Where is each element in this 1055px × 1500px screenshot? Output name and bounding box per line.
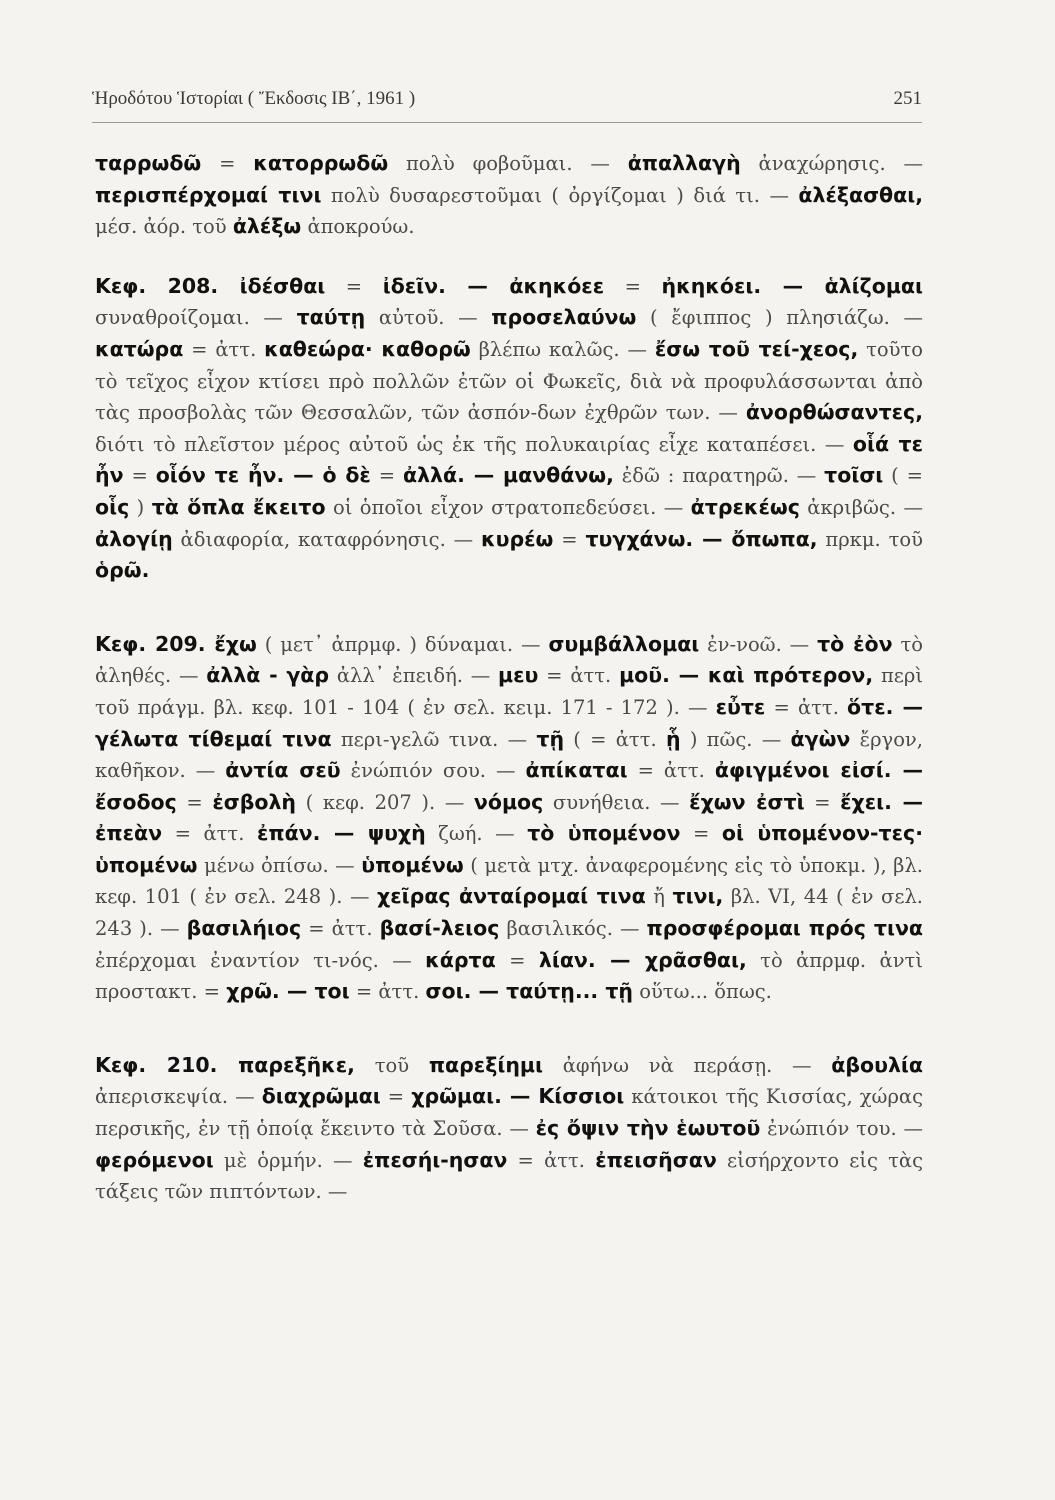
gloss-text: αὐτοῦ. —	[365, 306, 492, 330]
gloss-text: ἐδῶ : παρατηρῶ. —	[613, 464, 825, 488]
headword: ἐπεισῆσαν	[595, 1147, 717, 1172]
gloss-text: ἀφήνω νὰ περάσῃ. —	[542, 1053, 832, 1077]
headword: ἀλλὰ - γὰρ	[206, 663, 330, 688]
gloss-text: πρκμ. τοῦ	[817, 527, 923, 551]
gloss-text: =	[680, 822, 722, 846]
gloss-text: =	[804, 790, 841, 814]
headword: λίαν. — χρᾶσθαι,	[538, 947, 747, 972]
headword: παρεξίημι	[428, 1052, 543, 1077]
gloss-text: τοῦτο τὸ τεῖχος εἶχον κτίσει πρὸ πολλῶν ἐτῶν οἱ Φωκεῖς, διὰ νὰ προφυλάσσωνται ἀπὸ τὰς προσβολὰς τῶν Θεσσαλῶν, τῶν ἀσπόν-δων ἐχθρῶν των. —	[95, 337, 924, 425]
gloss-text: περὶ τοῦ πράγμ. βλ. κεφ. 101 - 104 ( ἐν σελ. κειμ. 171 - 172 ). —	[95, 664, 923, 719]
gloss-text: =	[325, 274, 383, 298]
headword: φερόμενοι	[95, 1147, 214, 1172]
gloss-text: ἐνώπιόν σου. —	[340, 759, 526, 783]
headword: Κεφ. 208. ἰδέσθαι	[95, 273, 326, 298]
headword: οἷά τε ἦν	[95, 431, 923, 488]
gloss-text: =	[380, 1085, 412, 1109]
headword: χεῖρας ἀνταίρομαί τινα	[377, 884, 646, 909]
gloss-text: ἔργον, καθῆκον. —	[95, 727, 923, 783]
headword: τινι,	[672, 884, 724, 909]
headword: ἐσβολὴ	[212, 789, 297, 814]
headword: Κεφ. 210. παρεξῆκε,	[95, 1052, 355, 1077]
headword: ἐς ὄψιν τὴν ἑωυτοῦ	[535, 1116, 761, 1141]
gloss-text: βλέπω καλῶς. —	[470, 337, 655, 361]
headword: ἐπάν. — ψυχὴ	[256, 821, 426, 846]
headword: ὁρῶ.	[95, 558, 150, 583]
headword: ἀλέξασθαι,	[798, 182, 923, 207]
headword: ἠκηκόει. — ἁλίζομαι	[661, 273, 923, 298]
gloss-text: ἀκριβῶς. —	[799, 495, 923, 519]
headword: κάρτα	[425, 947, 496, 972]
headword: περισπέρχομαί τινι	[95, 182, 322, 207]
gloss-text: οὕτω... ὅπως.	[633, 980, 772, 1004]
gloss-text: = ἀττ.	[162, 822, 257, 846]
gloss-text: κάτοικοι τῆς Κισσίας, χώρας περσικῆς, ἐν τῇ ὁποίᾳ ἔκειντο τὰ Σοῦσα. —	[95, 1085, 923, 1141]
gloss-text: ( κεφ. 207 ). —	[296, 790, 474, 814]
gloss-text: = ἀττ.	[765, 695, 848, 719]
headword: προσελαύνω	[491, 305, 637, 330]
gloss-text: τὸ ἀληθές. —	[95, 632, 923, 688]
headword: σοι. — ταύτῃ... τῇ	[425, 979, 633, 1004]
gloss-text: = ἀττ.	[538, 664, 620, 688]
gloss-text: ( ἔφιππος ) πλησιάζω. —	[636, 306, 923, 330]
glossary-paragraph	[95, 271, 923, 587]
gloss-text: =	[201, 152, 254, 175]
running-title: Ἡροδότου Ἱστορίαι ( Ἔκδοσις ΙΒ΄, 1961 )	[92, 88, 416, 109]
headword: ἀφιγμένοι εἰσί. — ἔσοδος	[95, 758, 923, 814]
headword: ἔχων ἐστὶ	[689, 789, 805, 814]
gloss-text: τὸ ἀπρμφ. ἀντὶ προστακτ. =	[95, 948, 923, 1004]
headword: ἔχει. — ἐπεὰν	[95, 789, 923, 846]
headword: ἰδεῖν. — ἀκηκόεε	[382, 273, 605, 298]
headword: συμβάλλομαι	[548, 631, 700, 656]
headword: τὸ ὑπομένον	[527, 821, 681, 846]
headword: ἀβουλία	[831, 1052, 923, 1077]
gloss-text: συναθροίζομαι. —	[95, 306, 297, 330]
gloss-text: ( = ἀττ.	[564, 727, 666, 751]
gloss-text: =	[553, 527, 586, 551]
gloss-text: ἐν-νοῶ. —	[699, 632, 818, 656]
gloss-text: ἀποκρούω.	[301, 215, 415, 239]
headword: Κεφ. 209. ἔχω	[95, 631, 257, 656]
headword: προσφέρομαι πρός τινα	[646, 916, 923, 941]
gloss-text: =	[176, 790, 213, 814]
gloss-text: =	[604, 274, 662, 298]
glossary-paragraph	[95, 1050, 923, 1208]
gloss-text: )	[129, 495, 152, 519]
headword: ἐπεσήι-ησαν	[362, 1147, 508, 1172]
headword: εὖτε	[715, 694, 766, 719]
headword: ἀντία σεῦ	[225, 758, 341, 783]
gloss-text: ἀναχώρησις. —	[740, 152, 923, 175]
headword: ἀγὼν	[790, 726, 851, 751]
gloss-text: ἀλλ᾽ ἐπειδή. —	[329, 664, 499, 688]
glossary-paragraph	[95, 629, 923, 1008]
headword: ᾗ	[665, 726, 681, 751]
gloss-text: ἐπέρχομαι ἐναντίον τι-νός. —	[95, 948, 426, 972]
headword: κατώρα	[95, 336, 184, 361]
headword: ἀλέξω	[232, 214, 302, 239]
headword: κατορρωδῶ	[253, 151, 389, 175]
headword: ὑπομένω	[361, 852, 464, 877]
glossary-paragraph	[95, 148, 923, 243]
glossary-body	[95, 148, 923, 1208]
headword: οἷόν τε ἦν. — ὁ δὲ	[155, 463, 371, 488]
gloss-text: =	[495, 948, 539, 972]
headword: βασιλήιος	[186, 916, 302, 941]
gloss-text: τοῦ	[354, 1053, 429, 1077]
running-header	[92, 88, 922, 123]
headword: ἀνορθώσαντες,	[745, 400, 923, 425]
gloss-text: ἐνώπιόν του. —	[760, 1117, 923, 1141]
gloss-text: πολὺ δυσαρεστοῦμαι ( ὀργίζομαι ) διά τι. —	[321, 183, 799, 207]
headword: ὅτε. — γέλωτα τίθεμαί τινα	[95, 694, 923, 751]
gloss-text: =	[370, 464, 403, 488]
headword: μοῦ. — καὶ πρότερον,	[619, 663, 874, 688]
headword: τὰ ὅπλα ἔκειτο	[151, 494, 326, 519]
headword: ἀπίκαται	[525, 758, 628, 783]
headword: μευ	[498, 663, 539, 688]
headword: ἀλογίῃ	[95, 526, 173, 551]
headword: ἀτρεκέως	[690, 494, 800, 519]
gloss-text: βλ. VI, 44 ( ἐν σελ. 243 ). —	[95, 885, 923, 941]
gloss-text: πολὺ φοβοῦμαι. —	[388, 152, 628, 175]
gloss-text: μένω ὀπίσω. —	[197, 853, 362, 877]
gloss-text: μὲ ὁρμήν. —	[213, 1148, 363, 1172]
headword: τοῖσι	[824, 463, 884, 488]
page-number: 251	[893, 88, 922, 109]
headword: ταύτῃ	[296, 305, 366, 330]
gloss-text: εἰσήρχοντο εἰς τὰς τάξεις τῶν πιπτόντων. —	[95, 1148, 923, 1204]
headword: ταρρωδῶ	[95, 151, 202, 175]
headword: κυρέω	[481, 526, 554, 551]
gloss-text: = ἀττ.	[627, 759, 715, 783]
headword: βασί-λειος	[379, 916, 500, 941]
gloss-text: = ἀττ.	[183, 337, 265, 361]
headword: τὸ ἐὸν	[817, 631, 893, 656]
headword: διαχρῶμαι	[261, 1084, 381, 1109]
headword: χρῶμαι. — Κίσσιοι	[411, 1084, 625, 1109]
headword: ἔσω τοῦ τεί-χεος,	[654, 336, 859, 361]
gloss-text: =	[123, 464, 156, 488]
gloss-text: οἱ ὁποῖοι εἶχον στρατοπεδεύσει. —	[325, 495, 691, 519]
gloss-text: μέσ. ἀόρ. τοῦ	[95, 215, 233, 239]
gloss-text: = ἀττ.	[301, 917, 380, 941]
gloss-text: ( μετ᾽ ἀπρμφ. ) δύναμαι. —	[256, 632, 549, 656]
headword: νόμος	[473, 789, 544, 814]
gloss-text: ἤ	[645, 885, 673, 909]
gloss-text: διότι τὸ πλεῖστον μέρος αὐτοῦ ὡς ἐκ τῆς πολυκαιρίας εἶχε καταπέσει. —	[95, 432, 853, 456]
gloss-text: ( μετὰ μτχ. ἀναφερομένης εἰς τὸ ὑποκμ. ), βλ. κεφ. 101 ( ἐν σελ. 248 ). —	[95, 853, 924, 909]
headword: καθεώρα· καθορῶ	[264, 336, 471, 361]
headword: τυγχάνω. — ὄπωπα,	[585, 526, 818, 551]
headword: χρῶ. — τοι	[226, 979, 350, 1004]
gloss-text: ἀπερισκεψία. —	[95, 1085, 262, 1109]
gloss-text: βασιλικός. —	[499, 917, 647, 941]
headword: ἀπαλλαγὴ	[627, 151, 741, 175]
headword: ἀλλά. — μανθάνω,	[402, 463, 614, 488]
gloss-text: = ἀττ.	[507, 1148, 596, 1172]
gloss-text: ζωή. —	[425, 822, 528, 846]
gloss-text: ) πῶς. —	[680, 727, 791, 751]
headword: οἷς	[95, 494, 130, 519]
gloss-text: ἀδιαφορία, καταφρόνησις. —	[172, 527, 482, 551]
gloss-text: ( =	[883, 464, 923, 488]
gloss-text: συνήθεια. —	[543, 790, 690, 814]
headword: οἱ ὑπομένον-τες· ὑπομένω	[95, 821, 923, 877]
headword: τῇ	[536, 726, 565, 751]
gloss-text: = ἀττ.	[349, 980, 426, 1004]
gloss-text: περι-γελῶ τινα. —	[331, 727, 537, 751]
